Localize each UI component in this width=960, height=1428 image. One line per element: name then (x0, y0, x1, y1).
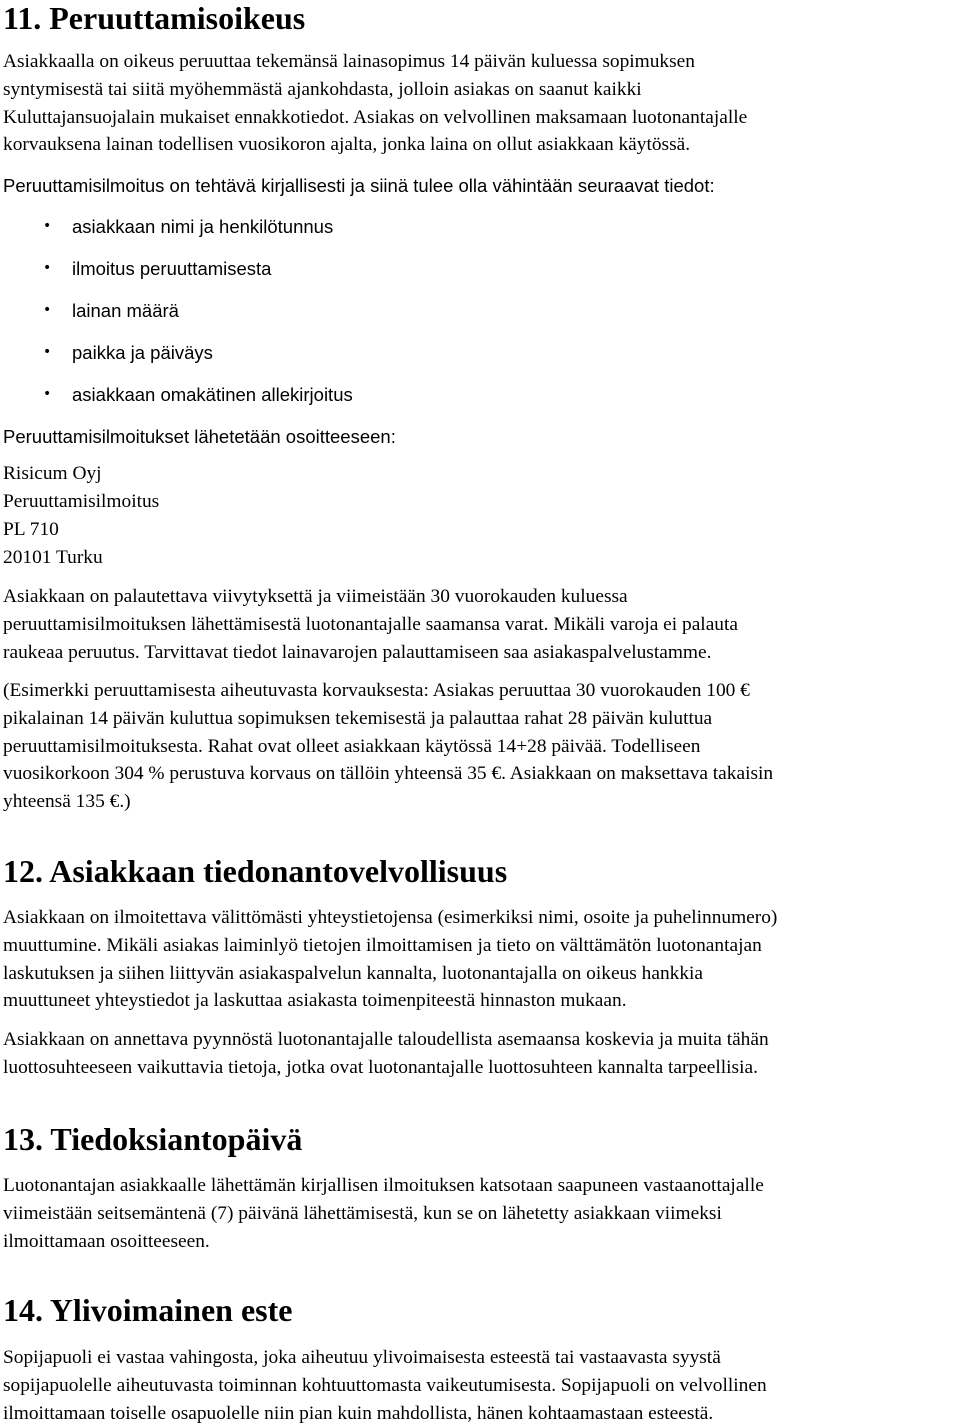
paragraph-line: Asiakkaan on palautettava viivytyksettä ja viimeistään 30 vuorokauden kuluessa (3, 586, 628, 607)
list-item: • lainan määrä (3, 297, 903, 339)
section-12-paragraph-2 (3, 1026, 769, 1082)
section-14-heading: 14. Ylivoimainen este (3, 1292, 293, 1328)
notice-intro: Peruuttamisilmoitus on tehtävä kirjallisesti ja siinä tulee olla vähintään seuraavat tiedot: (3, 175, 715, 196)
section-13-heading: 13. Tiedoksiantopäivä (3, 1121, 303, 1157)
paragraph-line: sopijapuolelle aiheutuvasta toiminnan kohtuuttomasta vaikeutumisesta. Sopijapuoli on velvollinen (3, 1374, 767, 1396)
paragraph-line: syntymisestä tai siitä myöhemmästä ajankohdasta, jolloin asiakas on saanut kaikki (3, 78, 642, 100)
bullet-icon: • (43, 260, 52, 276)
paragraph-line: peruuttamisilmoituksen lähettämisestä luotonantajalle saamansa varat. Mikäli varoja ei palauta (3, 613, 738, 635)
list-item: • asiakkaan nimi ja henkilötunnus (3, 213, 903, 255)
bullet-icon: • (43, 302, 52, 318)
paragraph-line: raukeaa peruutus. Tarvittavat tiedot lainavarojen palauttamiseen saa asiakaspalvelustamme. (3, 641, 712, 663)
paragraph-line: Kuluttajansuojalain mukaiset ennakkotiedot. Asiakas on velvollinen maksamaan luotonantajalle (3, 106, 748, 128)
section-14-paragraph-1 (3, 1344, 767, 1427)
address-line: Risicum Oyj (3, 463, 102, 484)
list-item: • paikka ja päiväys (3, 339, 903, 381)
paragraph-line: yhteensä 135 €.) (3, 791, 131, 813)
paragraph-line: Asiakkaan on annettava pyynnöstä luotonantajalle taloudellista asemaansa koskevia ja muita tähän (3, 1029, 769, 1050)
paragraph-line: peruuttamisilmoituksesta. Rahat ovat olleet asiakkaan käytössä 14+28 päivää. Todelliseen (3, 735, 701, 757)
paragraph-line: vuosikorkoon 304 % perustuva korvaus on tällöin yhteensä 35 €. Asiakkaan on maksettava takaisin (3, 763, 774, 785)
paragraph-line: pikalainan 14 päivän kuluttua sopimuksen tekemisestä ja palauttaa rahat 28 päivän kuluttua (3, 707, 713, 729)
notice-requirements-list (3, 213, 903, 423)
section-11-example (3, 677, 773, 816)
paragraph-line: Sopijapuoli ei vastaa vahingosta, joka aiheutuu ylivoimaisesta esteestä tai vastaavasta syystä (3, 1347, 721, 1368)
list-item: • asiakkaan omakätinen allekirjoitus (3, 381, 903, 423)
section-13-paragraph-1 (3, 1172, 764, 1255)
paragraph-line: (Esimerkki peruuttamisesta aiheutuvasta korvauksesta: Asiakas peruuttaa 30 vuorokauden 100 € (3, 680, 750, 701)
paragraph-line: laskutuksen ja siihen liittyvän asiakaspalvelun kannalta, luotonantajalla on oikeus hankkia (3, 962, 704, 984)
paragraph-line: Luotonantajan asiakkaalle lähettämän kirjallisen ilmoituksen katsotaan saapuneen vastaanottajalle (3, 1175, 764, 1196)
section-12-paragraph-1 (3, 904, 777, 1015)
paragraph-line: ilmoittamaan osoitteeseen. (3, 1230, 210, 1252)
paragraph-line: muuttumine. Mikäli asiakas laiminlyö tietojen ilmoittamisen ja tieto on välttämätön luotonantajan (3, 934, 762, 956)
list-item: • ilmoitus peruuttamisesta (3, 255, 903, 297)
address-intro: Peruuttamisilmoitukset lähetetään osoitteeseen: (3, 426, 396, 447)
paragraph-line: korvauksena lainan todellisen vuosikoron ajalta, jonka laina on ollut asiakkaan käytössä. (3, 134, 691, 156)
paragraph-line: Asiakkaalla on oikeus peruuttaa tekemänsä lainasopimus 14 päivän kuluessa sopimuksen (3, 51, 695, 72)
bullet-icon: • (43, 386, 52, 402)
paragraph-line: viimeistään seitsemäntenä (7) päivänä lähettämisestä, kun se on lähetetty asiakkaan viimeksi (3, 1202, 722, 1224)
paragraph-line: muuttuneet yhteystiedot ja laskuttaa asiakasta toimenpiteestä hinnaston mukaan. (3, 990, 627, 1012)
section-11-paragraph-2 (3, 583, 738, 666)
section-11-paragraph-1 (3, 48, 747, 159)
bullet-icon: • (43, 218, 52, 234)
bullet-icon: • (43, 344, 52, 360)
section-12-heading: 12. Asiakkaan tiedonantovelvollisuus (3, 853, 508, 889)
postal-address (3, 460, 159, 572)
section-11-heading: 11. Peruuttamisoikeus (3, 0, 306, 36)
address-line: 20101 Turku (3, 547, 103, 568)
paragraph-line: Asiakkaan on ilmoitettava välittömästi yhteystietojensa (esimerkiksi nimi, osoite ja puhelinnumero) (3, 907, 778, 928)
paragraph-line: ilmoittamaan toiselle osapuolelle niin pian kuin mahdollista, hänen kohtaamastaan esteestä. (3, 1402, 714, 1424)
paragraph-line: luottosuhteeseen vaikuttavia tietoja, jotka ovat luotonantajalle luottosuhteen kannalta tarpeellisia. (3, 1056, 758, 1078)
address-line: Peruuttamisilmoitus (3, 491, 160, 512)
address-line: PL 710 (3, 519, 59, 540)
